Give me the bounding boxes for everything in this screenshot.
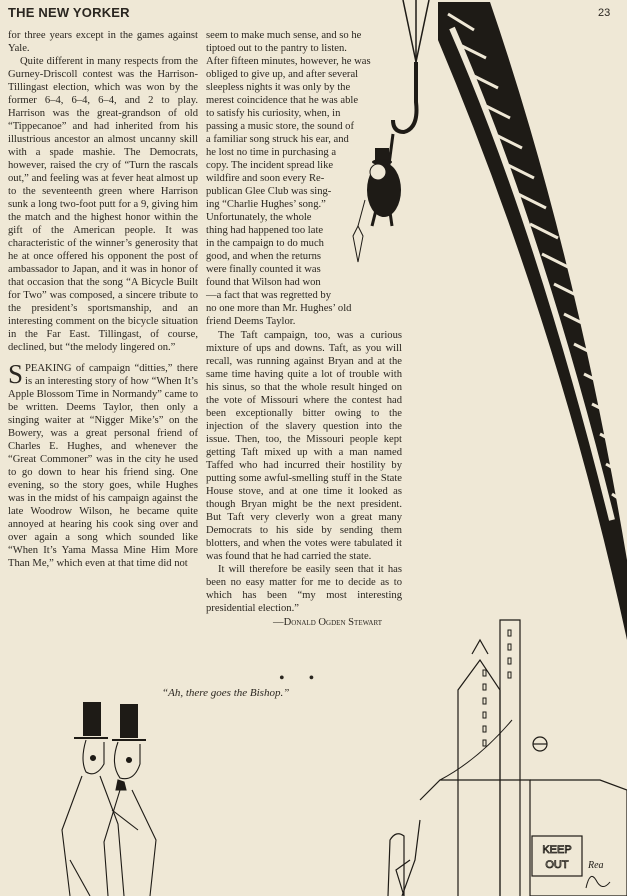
text-line: wildfire and soon every Re- bbox=[206, 173, 325, 184]
text-line: ing “Charlie Hughes’ song.” bbox=[206, 199, 326, 210]
paragraph: The Taft campaign, too, was a curious mixture of ups and downs. Taft, as you will recall, was running against Bryan and at the same time having quite a lot of trouble with his sinus, so that the whole result hinged on the vote of Missouri where the contest had been exceptionally bitter owing to the injection of the slavery question into the issue. Then, too, the Missouri people kept getting Taft mixed up with a man named Taffed who had incurred their hostility by putting some awful-smelling stuff in the State House stove, and at one time it looked as though Bryan might be the next president. But Taft very cleverly won a great many Democrats to his side by sending them blotters, and when the votes were tabulated it was found that he had carried the state. bbox=[206, 330, 402, 562]
keep-out-sign bbox=[532, 836, 582, 876]
paragraph bbox=[8, 359, 198, 570]
text-line: copy. The incident spread like bbox=[206, 160, 334, 171]
article-column-1 bbox=[8, 29, 198, 570]
text-line: publican Glee Club was sing- bbox=[206, 186, 332, 197]
text-line: passing a music store, the sound of bbox=[206, 121, 354, 132]
text-line: he lost no time in purchasing a bbox=[206, 147, 337, 158]
text-line: in the campaign to do much bbox=[206, 238, 324, 249]
text-line: After fifteen minutes, however, he was bbox=[206, 56, 371, 67]
text-line: tiptoed out to the pantry to listen. bbox=[206, 43, 347, 54]
paragraph: It will therefore be easily seen that it has been no easy matter for me to decide as to which has been “my most interesting presidential election.” bbox=[206, 564, 402, 614]
cartoon-caption: “Ah, there goes the Bishop.” bbox=[162, 687, 290, 699]
crane-girder bbox=[438, 2, 627, 640]
text-line: seem to make much sense, and so he bbox=[206, 30, 362, 41]
paragraph: Quite different in many respects from the Gurney-Driscoll contest was the Harrison-Tillingast election, which was won by the former 6–4, 6–4, 6–4, and 2 to play. Harrison was the great-grandson of old “Tippecanoe” and had inherited from his illustrious ancestor an almost uncanny skill with a spade mashie. The Democrats, however, raised the cry of “Turn the rascals out,” and feeling was at fever heat almost up to the seventeenth green where Harrison sunk a long two-foot putt for a 9, giving him the match and the highest honor within the gift of the American people. It was characteristic of the winner’s generosity that he at once offered his opponent the post of ambassador to Japan, and it was in honor of that occasion that the song “A Bicycle Built for Two” was composed, a sincere tribute to the president’s sportsmanship, and an interesting comment on the bicycle situation in the Far East. Tillingast, of course, declined, but “the melody lingered on.” bbox=[8, 56, 198, 353]
text-line: obliged to give up, and after several bbox=[206, 69, 359, 80]
paragraph: for three years except in the games against Yale. bbox=[8, 30, 198, 54]
text-line: found that Wilson had won bbox=[206, 277, 321, 288]
masthead: THE NEW YORKER bbox=[8, 5, 130, 20]
city-buildings bbox=[388, 620, 627, 896]
page-number: 23 bbox=[598, 7, 611, 19]
text-line: good, and when the returns bbox=[206, 251, 322, 262]
byline: —Donald Ogden Stewart bbox=[273, 617, 382, 628]
text-line: sleepless nights it was only by the bbox=[206, 82, 351, 93]
two-gentlemen bbox=[62, 702, 156, 896]
text-line: friend Deems Taylor. bbox=[206, 316, 296, 327]
text-line: —a fact that was regretted by bbox=[206, 290, 332, 301]
text-line: a familiar song struck his ear, and bbox=[206, 134, 349, 145]
svg-text:OUT: OUT bbox=[545, 859, 569, 871]
artist-signature: Rea bbox=[588, 860, 604, 871]
text-line: were finally counted it was bbox=[206, 264, 321, 275]
text-line: merest coincidence that he was able bbox=[206, 95, 359, 106]
drop-cap: S bbox=[8, 359, 24, 389]
text-line: thing had happened too late bbox=[206, 225, 324, 236]
text-line: Unfortunately, the whole bbox=[206, 212, 312, 223]
paragraph-text: PEAKING of campaign “ditties,” there is an interesting story of how “When It’s Apple Blossom Time in Normandy” came to be written. Deems Taylor, then only a singing waiter at “Nigger Mike’s” on the Bowery, was a great personal friend of Charles E. Hughes, and whenever the “Great Commoner” was in the city he used to go down to hear his friend sing. One evening, so the story goes, while Hughes was in the midst of his campaign against the late Woodrow Wilson, he became quite annoyed at hearing his cook sing over and over again a song which sounded like “When It’s Yama Massa Mine Him More Than Me,” which even at that time did not bbox=[8, 363, 198, 569]
section-separator: • • bbox=[279, 670, 325, 687]
article-column-2-top bbox=[206, 29, 402, 328]
text-line: no one more than Mr. Hughes’ old bbox=[206, 303, 352, 314]
article-column-2-bottom bbox=[206, 329, 402, 629]
text-line: to satisfy his curiosity, when, in bbox=[206, 108, 341, 119]
svg-text:KEEP: KEEP bbox=[542, 844, 572, 856]
